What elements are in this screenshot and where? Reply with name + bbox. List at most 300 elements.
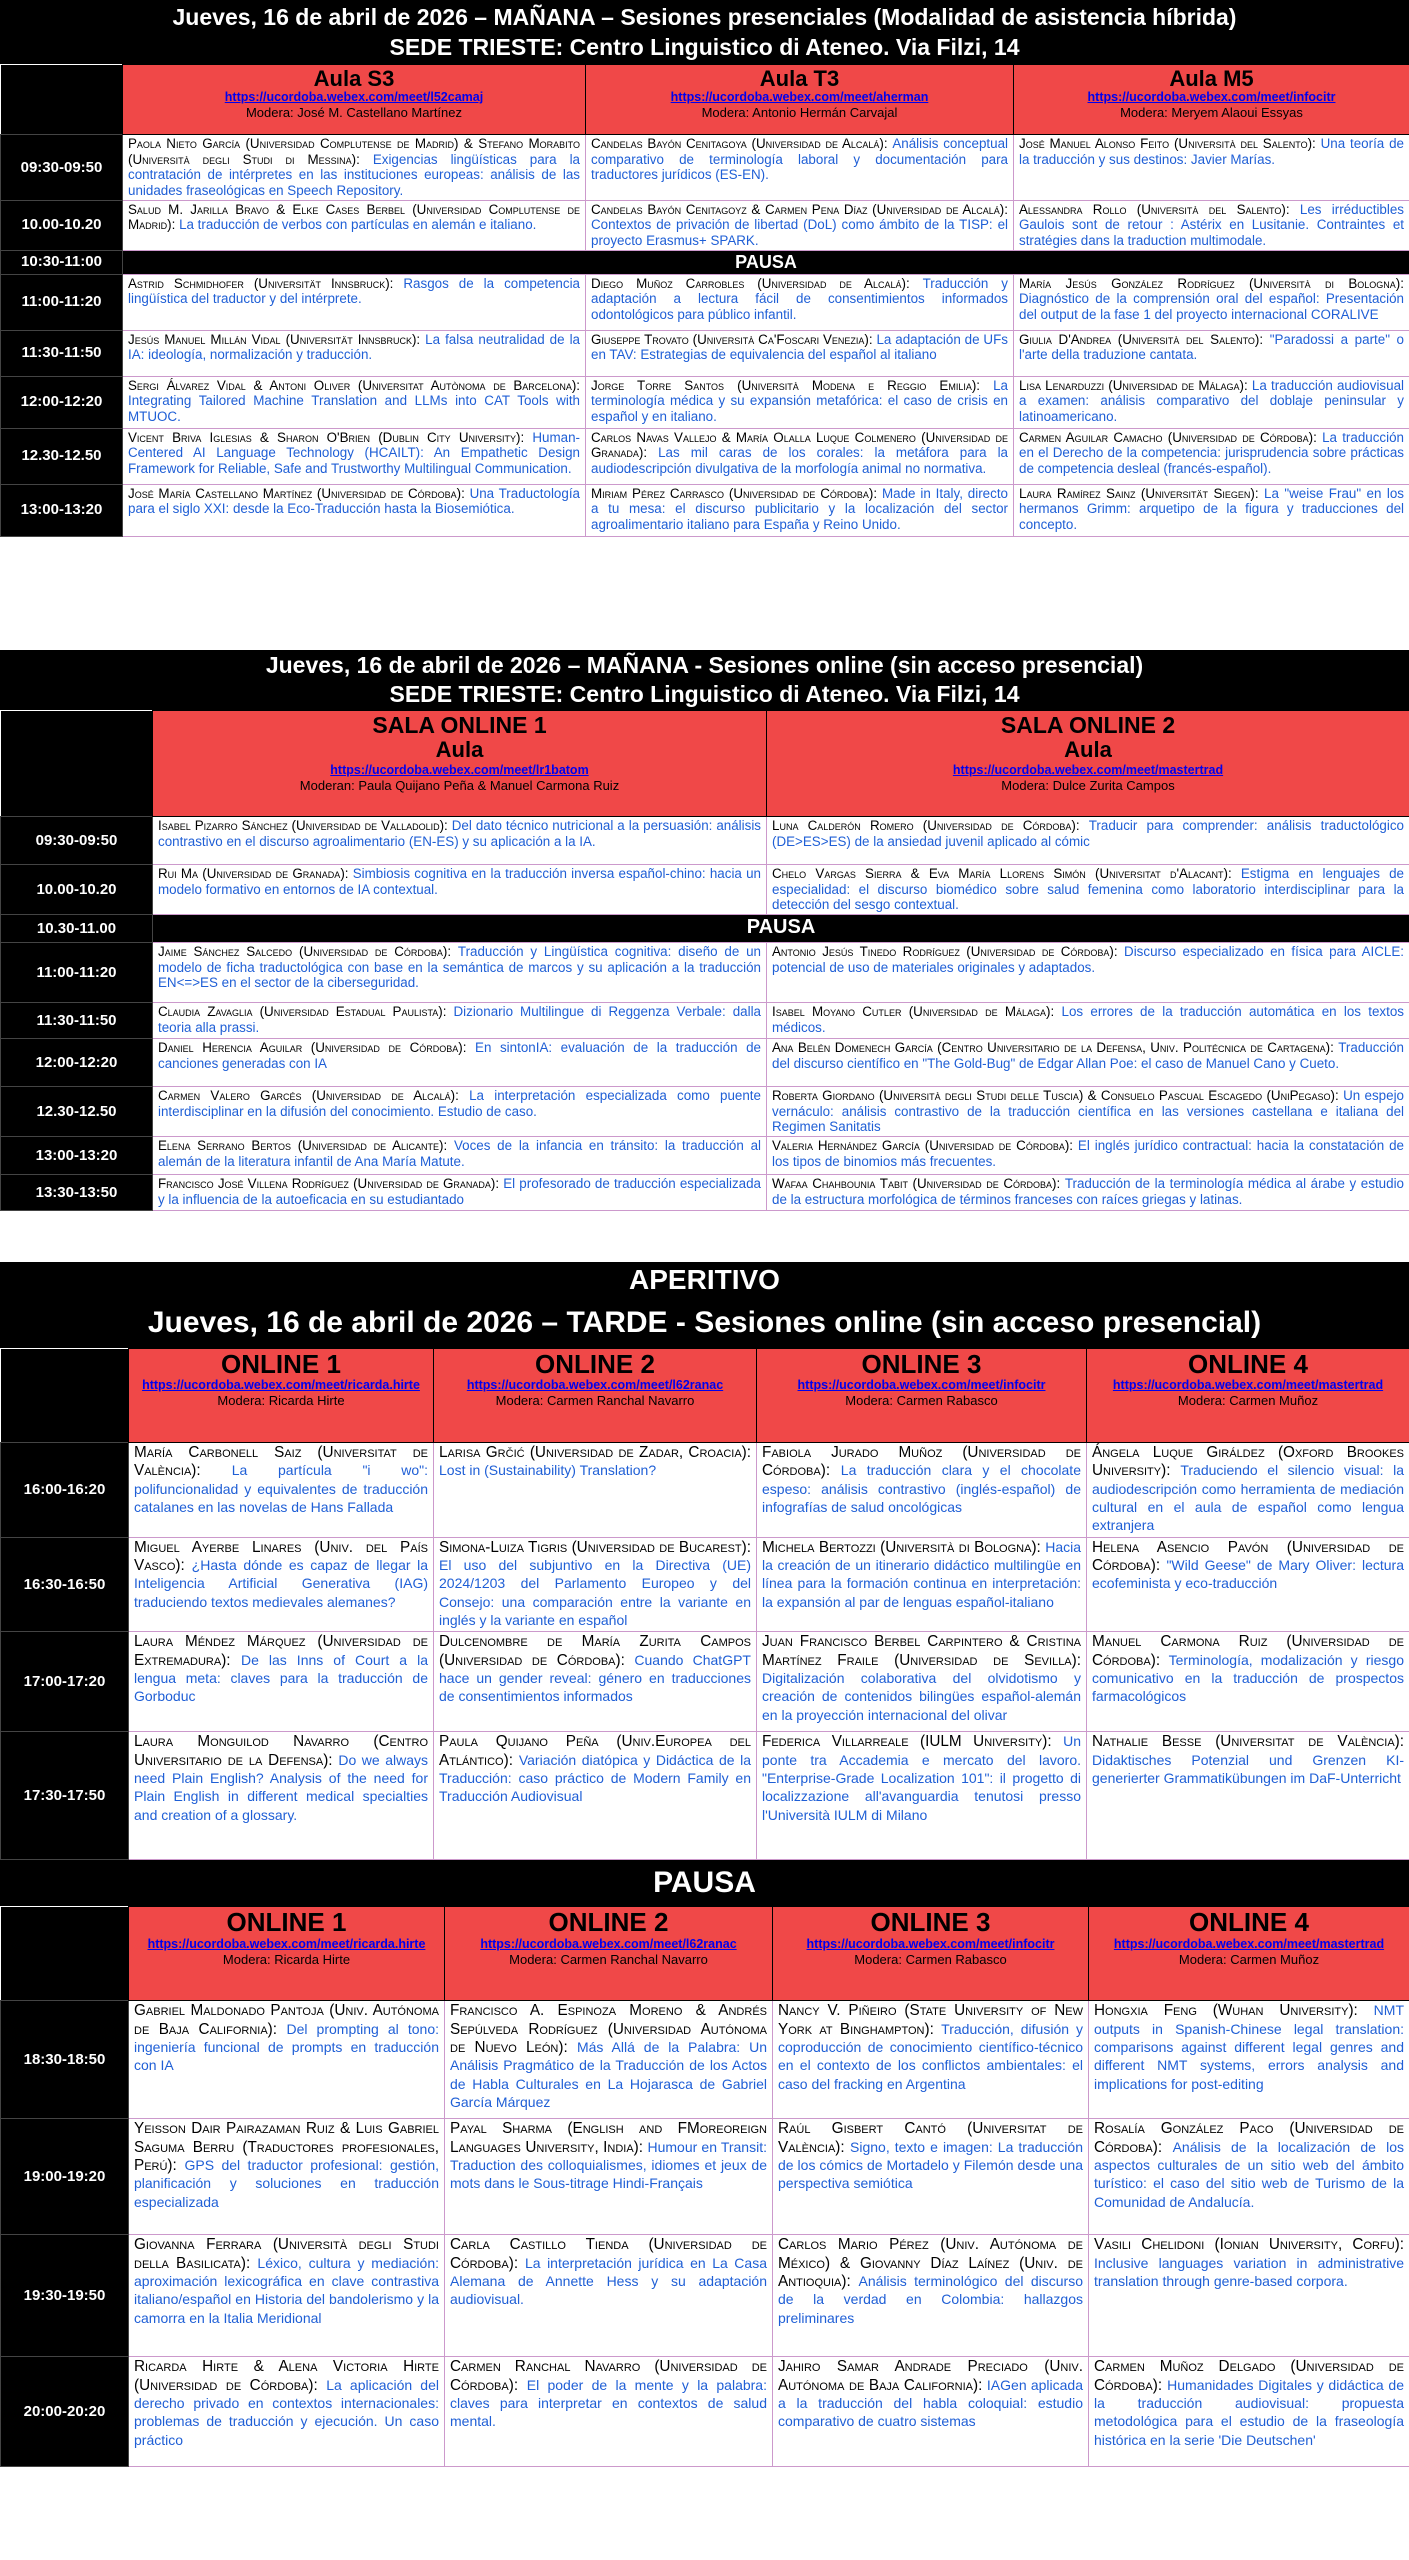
session-row	[1, 1732, 1409, 1860]
session-cell	[153, 1003, 767, 1039]
session-title: Un ponte tra Accademia e mercato del lavoro. "Enterprise-Grade Localization 101": il progetto di localizzazione all'avanguardia tenutosi presso l'Università IULM di Milano	[762, 1733, 1081, 1823]
room-name: SALA ONLINE 2	[1000, 712, 1176, 738]
session-authors: Carmen Muñoz Delgado (Universidad de Córdoba):	[1094, 2358, 1404, 2394]
session-cell	[767, 1039, 1409, 1087]
session-authors: Salud M. Jarilla Bravo & Elke Cases Berbel (Universidad Complutense de Madrid):	[128, 201, 580, 233]
section-title: Jueves, 16 de abril de 2026 – MAÑANA - Sesiones online (sin acceso presencial)	[265, 652, 1144, 678]
session-cell	[586, 376, 1014, 428]
session-authors: Rui Ma (Universidad de Granada):	[158, 866, 353, 881]
session-cell	[773, 2001, 1089, 2119]
session-cell	[129, 1632, 434, 1732]
session-row	[1, 2119, 1409, 2235]
time-slot: 19:00-19:20	[1, 2119, 129, 2235]
session-cell	[1087, 1632, 1409, 1732]
room-link[interactable]: https://ucordoba.webex.com/meet/mastertrad	[1112, 1378, 1384, 1393]
session-row	[1, 274, 1409, 330]
session-title: Léxico, cultura y mediación: aproximación lexicográfica en clave contrastiva italiano/español en Historia del bandolerismo y la camorra en la Italia Meridional	[134, 2254, 439, 2326]
section-venue: SEDE TRIESTE: Centro Linguistico di Ateneo. Via Filzi, 14	[389, 34, 1020, 60]
header-corner	[1, 65, 123, 135]
time-slot: 09:30-09:50	[1, 135, 123, 201]
time-slot: 10.00-10.20	[1, 865, 153, 915]
session-authors: Rosalía González Paco (Universidad de Córdoba):	[1094, 2120, 1404, 2156]
session-authors: Carla Castillo Tienda (Universidad de Córdoba):	[450, 2236, 767, 2272]
room-moderator: Modera: Carmen Ranchal Navarro	[495, 1393, 695, 1409]
room-sub: Aula	[1064, 737, 1112, 763]
session-cell	[434, 1443, 757, 1538]
session-title: Inclusive languages variation in administrative translation through genre-based corpora.	[1094, 2254, 1404, 2290]
session-title: Traducción y adaptación a lectura fácil de consentimientos informados odontológicos para público infantil.	[591, 275, 1008, 323]
time-slot: 19:30-19:50	[1, 2235, 129, 2357]
time-slot: 10.30-11.00	[1, 915, 153, 943]
session-cell	[153, 865, 767, 915]
session-cell	[586, 135, 1014, 201]
session-title: Digitalización colaborativa del olvidotismo y creación de contenidos bilingües español-alemán en la proyección internacional del olivar	[762, 1670, 1081, 1723]
session-cell	[1014, 200, 1409, 250]
room-link[interactable]: https://ucordoba.webex.com/meet/l62ranac	[480, 1936, 737, 1951]
session-authors: Paola Nieto García (Universidad Complutense de Madrid) & Stefano Morabito (Università degli Studi di Messina):	[128, 136, 580, 167]
session-authors: Payal Sharma (English and FMoreoreign Languages University, India):	[450, 2120, 767, 2156]
session-title: Simbiosis cognitiva en la traducción inversa español-chino: hacia un modelo formativo en entornos de IA contextual.	[158, 866, 761, 897]
session-cell	[123, 274, 586, 330]
session-title: Diagnóstico de la comprensión oral del español: Presentación del output de la fase 1 del proyecto internacional CORALIVE	[1019, 291, 1404, 323]
session-authors: Gabriel Maldonado Pantoja (Univ. Autónoma de Baja California):	[134, 2002, 439, 2038]
session-authors: Dulcenombre de María Zurita Campos (Universidad de Córdoba):	[439, 1633, 751, 1669]
session-authors: Nancy V. Piñeiro (State University of New York at Binghampton):	[778, 2002, 1083, 2038]
room-name: ONLINE 2	[535, 1349, 655, 1379]
session-authors: Daniel Herencia Aguilar (Universidad de Córdoba):	[158, 1040, 476, 1056]
session-title: La falsa neutralidad de la IA: ideología, normalización y traducción.	[128, 331, 581, 363]
session-cell	[767, 1175, 1409, 1211]
time-slot: 16:30-16:50	[1, 1537, 129, 1632]
time-slot: 18:30-18:50	[1, 2001, 129, 2119]
session-authors: Laura Méndez Márquez (Universidad de Extremadura):	[134, 1633, 428, 1669]
session-title: Didaktisches Potenzial und Grenzen KI-generierter Grammatikübungen im DaF-Unterricht	[1092, 1751, 1404, 1787]
session-cell	[586, 428, 1014, 484]
session-cell	[445, 2357, 773, 2467]
pausa-label: PAUSA	[653, 1866, 756, 1900]
session-cell	[586, 330, 1014, 376]
session-cell	[153, 1087, 767, 1137]
session-cell	[129, 2119, 445, 2235]
session-authors: Astrid Schmidhofer (Universität Innsbruck):	[128, 275, 404, 291]
session-authors: Claudia Zavaglia (Universidad Estadual Paulista):	[158, 1004, 454, 1020]
session-row	[1, 376, 1409, 428]
session-title: Estigma en lenguajes de especialidad: el discurso biomédico sobre salud femenina como laboratorio interdisciplinar para la detección del sesgo contextual.	[772, 866, 1404, 913]
room-moderator: Modera: Carmen Rabasco	[845, 1393, 998, 1409]
session-title: Análisis de la localización de los aspectos culturales de un sitio web del ámbito turístico: el caso del sitio web de Turismo de la Comunidad de Andalucía.	[1094, 2138, 1404, 2210]
session-authors: Candelas Bayón Cenitagoya (Universidad de Alcalá):	[591, 136, 893, 151]
session-row	[1, 1137, 1409, 1175]
time-slot: 13:00-13:20	[1, 484, 123, 536]
session-title: Traducir para comprender: análisis traductológico (DE>ES>ES) de la ansiedad juvenil aplicado al cómic	[772, 818, 1404, 849]
session-cell	[1014, 135, 1409, 201]
room-header-aula-m5	[1014, 65, 1409, 135]
section-title: Jueves, 16 de abril de 2026 – MAÑANA – Sesiones presenciales (Modalidad de asistencia híbrida)	[172, 4, 1237, 30]
session-authors: Ricarda Hirte & Alena Victoria Hirte (Universidad de Córdoba):	[134, 2358, 439, 2394]
session-authors: Francisco A. Espinoza Moreno & Andrés Sepúlveda Rodríguez (Universidad Autónoma de Nuevo León):	[450, 2002, 767, 2057]
session-authors: Fabiola Jurado Muñoz (Universidad de Córdoba):	[762, 1444, 1081, 1480]
room-link[interactable]: https://ucordoba.webex.com/meet/mastertrad	[952, 762, 1224, 777]
session-row	[1, 1632, 1409, 1732]
session-row	[1, 943, 1409, 1003]
session-cell	[123, 484, 586, 536]
time-slot: 10.00-10.20	[1, 200, 123, 250]
room-name: Aula S3	[313, 66, 395, 91]
session-cell	[1087, 1537, 1409, 1632]
room-link[interactable]: https://ucordoba.webex.com/meet/l52camaj	[224, 90, 484, 105]
session-cell	[123, 200, 586, 250]
session-authors: Isabel Moyano Cutler (Universidad de Málaga):	[772, 1004, 1062, 1020]
session-cell	[153, 817, 767, 865]
time-slot: 13:30-13:50	[1, 1175, 153, 1211]
morning-presencial-table	[0, 64, 1409, 537]
session-authors: Larisa Grčić (Universidad de Zadar, Croacia):	[439, 1444, 751, 1461]
session-cell	[123, 428, 586, 484]
room-moderator: Modera: Ricarda Hirte	[217, 1393, 345, 1409]
session-authors: Hongxia Feng (Wuhan University):	[1094, 2002, 1374, 2020]
afternoon-table-1	[0, 1348, 1409, 1860]
pausa-band	[0, 1860, 1409, 1906]
room-link[interactable]: https://ucordoba.webex.com/meet/infocitr	[1087, 90, 1336, 105]
session-authors: Antonio Jesús Tinedo Rodríguez (Universidad de Córdoba):	[772, 944, 1125, 960]
room-header-row	[1, 1907, 1409, 2001]
room-moderator: Modera: José M. Castellano Martínez	[245, 105, 463, 121]
room-name: ONLINE 2	[548, 1907, 669, 1938]
session-cell	[153, 1039, 767, 1087]
session-cell	[445, 2119, 773, 2235]
time-slot: 11:30-11:50	[1, 1003, 153, 1039]
room-name: Aula T3	[759, 66, 840, 91]
session-authors: Carmen Aguilar Camacho (Universidad de Córdoba):	[1019, 429, 1323, 445]
section-venue: SEDE TRIESTE: Centro Linguistico di Ateneo. Via Filzi, 14	[389, 681, 1020, 707]
room-link[interactable]: https://ucordoba.webex.com/meet/aherman	[670, 90, 929, 105]
time-slot: 17:30-17:50	[1, 1732, 129, 1860]
session-authors: Carmen Ranchal Navarro (Universidad de Córdoba):	[450, 2358, 767, 2394]
session-cell	[767, 943, 1409, 1003]
session-row	[1, 1537, 1409, 1632]
session-authors: Laura Ramírez Sainz (Universität Siegen):	[1019, 485, 1265, 501]
room-header-row	[1, 1349, 1409, 1443]
session-title: NMT outputs in Spanish-Chinese legal translation: comparisons against different legal genres and different NMT systems, errors analysis and implications for post-editing	[1094, 2002, 1404, 2092]
session-title: Exigencias lingüísticas para la contratación de intérpretes en las instituciones europeas: análisis de las unidades fraseológicas en Speech Repository.	[128, 151, 580, 199]
session-title: Contextos de privación de libertad (DoL) como ámbito de la TISP: el proyecto Erasmus+ SPARK.	[591, 217, 1008, 249]
session-authors: Lisa Lenarduzzi (Universidad de Málaga):	[1019, 377, 1252, 393]
room-header-sala-online-2	[767, 711, 1409, 817]
session-title: Signo, texto e imagen: La traducción de los cómics de Mortadelo y Filemón desde una perspectiva semiótica	[778, 2138, 1083, 2192]
room-name: ONLINE 4	[1188, 1349, 1308, 1379]
session-cell	[153, 1175, 767, 1211]
session-authors: Giuseppe Trovato (Università Ca'Foscari Venezia):	[591, 331, 877, 347]
session-cell	[767, 865, 1409, 915]
session-cell	[1089, 2001, 1409, 2119]
session-authors: José María Castellano Martínez (Universidad de Córdoba):	[128, 485, 470, 501]
session-title: Humanidades Digitales y didáctica de la traducción audiovisual: propuesta metodológica para el estudio de la fraseología histórica en la serie 'Die Deutschen'	[1094, 2376, 1404, 2448]
session-row	[1, 135, 1409, 201]
aperitivo-label: APERITIVO	[629, 1264, 780, 1295]
session-cell	[129, 1537, 434, 1632]
session-cell	[757, 1537, 1087, 1632]
morning-online-section	[0, 650, 1409, 1260]
session-title: IAGen aplicada a la traducción del habla coloquial: estudio comparativo de cuatro sistemas	[778, 2376, 1083, 2430]
room-moderator: Modera: Antonio Hermán Carvajal	[701, 105, 898, 121]
room-link[interactable]: https://ucordoba.webex.com/meet/l62ranac	[466, 1378, 724, 1393]
room-moderator: Modera: Carmen Muñoz	[1177, 1393, 1319, 1409]
room-header-aula-s3	[123, 65, 586, 135]
session-title: ¿Hasta dónde es capaz de llegar la Inteligencia Artificial Generativa (IAG) traduciendo textos medievales alemanes?	[134, 1557, 428, 1610]
session-title: Rasgos de la competencia lingüística del traductor y del intérprete.	[128, 275, 580, 307]
session-title: El uso del subjuntivo en la Directiva (UE) 2024/1203 del Parlamento Europeo y del Consejo: una comparación entre la variante en inglés y la variante en español	[439, 1557, 751, 1629]
session-title: Voces de la infancia en tránsito: la traducción al alemán de la literatura infantil de Ana María Matute.	[158, 1138, 761, 1169]
room-sub: Aula	[435, 737, 484, 763]
session-authors: Giulia D'Andrea (Università del Salento):	[1019, 331, 1270, 347]
session-row	[1, 817, 1409, 865]
room-header-aula-t3	[586, 65, 1014, 135]
session-authors: Wafaa Chahbounia Tabit (Universidad de Córdoba):	[772, 1176, 1065, 1192]
session-cell	[767, 1087, 1409, 1137]
pausa-row	[1, 915, 1409, 943]
session-authors: Jahiro Samar Andrade Preciado (Univ. Autónoma de Baja California):	[778, 2358, 1083, 2394]
session-cell	[434, 1732, 757, 1860]
session-title: Les irréductibles Gaulois sont de retour : Astérix en Lusitanie. Contraintes et stratégies dans la traduction multimodale.	[1019, 201, 1404, 249]
pausa-label: PAUSA	[153, 915, 1409, 943]
session-cell	[445, 2235, 773, 2357]
session-authors: Sergi Álvarez Vidal & Antoni Oliver (Universitat Autònoma de Barcelona):	[128, 377, 580, 393]
session-title: Análisis conceptual comparativo de terminología laboral y documentación para traductores jurídicos (ES-EN).	[591, 136, 1008, 183]
room-header-online-3	[757, 1349, 1087, 1443]
session-title: Do we always need Plain English? Analysis of the need for Plain English in different medical specialties and creation of a glossary.	[134, 1751, 428, 1823]
room-name: SALA ONLINE 1	[372, 712, 547, 738]
session-title: La partícula "i wo": polifuncionalidad y equivalentes de traducción catalanes en las novelas de Hans Fallada	[134, 1462, 428, 1516]
session-cell	[1089, 2119, 1409, 2235]
room-name: ONLINE 4	[1189, 1907, 1309, 1938]
session-cell	[1014, 330, 1409, 376]
session-authors: Simona-Luiza Tigris (Universidad de Bucarest):	[439, 1538, 751, 1556]
room-header-online-2	[445, 1907, 773, 2001]
session-title: La traducción audiovisual a examen: análisis comparativo del doblaje peninsular y latinoamericano.	[1019, 377, 1404, 425]
session-row	[1, 865, 1409, 915]
room-name: ONLINE 1	[226, 1907, 347, 1938]
room-link[interactable]: https://ucordoba.webex.com/meet/lr1batom	[330, 762, 589, 777]
session-cell	[1089, 2357, 1409, 2467]
session-authors: Jesús Manuel Millán Vidal (Universität Innsbruck):	[128, 331, 426, 347]
session-cell	[757, 1443, 1087, 1538]
session-title: Un espejo vernáculo: análisis contrastivo de la traducción científica en las versiones castellana e italiana del Regimen Sanitatis	[772, 1088, 1404, 1135]
session-cell	[129, 1732, 434, 1860]
session-title: Del dato técnico nutricional a la persuasión: análisis contrastivo en el discurso agroalimentario (EN-ES) y su aplicación a la IA.	[158, 818, 761, 849]
session-authors: Carmen Valero Garcés (Universidad de Alcalá):	[158, 1088, 470, 1104]
session-authors: Luna Calderón Romero (Universidad de Córdoba):	[772, 818, 1089, 833]
session-title: En sintonIA: evaluación de la traducción de canciones generadas con IA	[158, 1040, 761, 1071]
session-title: Traducción y Lingüística cognitiva: diseño de un modelo de ficha traductológica con base en la semántica de marcos y su aplicación a la traducción EN<=>ES en el sector de la ciberseguridad.	[158, 944, 761, 991]
header-corner	[1, 711, 153, 817]
session-title: Traducción, difusión y coproducción de conocimiento científico-técnico en el contexto de los conflictos ambientales: el caso del fracking en Argentina	[778, 2020, 1083, 2092]
session-authors: Manuel Carmona Ruiz (Universidad de Córdoba):	[1092, 1633, 1404, 1669]
session-title: Traducción de la terminología médica al árabe y estudio de la estructura morfológica de términos franceses con raíces griegas y latinas.	[772, 1176, 1404, 1207]
session-cell	[773, 2235, 1089, 2357]
room-header-online-4	[1087, 1349, 1409, 1443]
session-title: La traducción de verbos con partículas en alemán e italiano.	[179, 217, 537, 233]
session-title: Una Traductología para el siglo XXI: desde la Eco-Traducción hasta la Biosemiótica.	[128, 485, 580, 517]
session-cell	[1089, 2235, 1409, 2357]
room-header-row	[1, 711, 1409, 817]
session-cell	[586, 274, 1014, 330]
time-slot: 11:00-11:20	[1, 274, 123, 330]
room-moderator: Moderan: Paula Quijano Peña & Manuel Carmona Ruiz	[299, 777, 620, 793]
room-header-online-1	[129, 1907, 445, 2001]
session-row	[1, 428, 1409, 484]
time-slot: 17:00-17:20	[1, 1632, 129, 1732]
session-cell	[123, 135, 586, 201]
pausa-label: PAUSA	[123, 250, 1409, 274]
session-title: Del prompting al tono: ingeniería funcional de prompts en traducción con IA	[134, 2020, 439, 2074]
session-cell	[757, 1632, 1087, 1732]
session-title: La terminología médica y su expansión metafórica: el caso de crisis en español y en italiano.	[591, 377, 1008, 425]
room-link[interactable]: https://ucordoba.webex.com/meet/ricarda.hirte	[142, 1378, 420, 1393]
session-title: El poder de la mente y la palabra: claves para interpretar en contextos de salud mental.	[450, 2376, 767, 2430]
time-slot: 12.30-12.50	[1, 428, 123, 484]
session-authors: Helena Asencio Pavón (Universidad de Córdoba):	[1092, 1538, 1404, 1575]
room-moderator: Modera: Dulce Zurita Campos	[1001, 777, 1175, 793]
session-authors: Miguel Ayerbe Linares (Univ. del País Vasco):	[134, 1538, 428, 1575]
room-name: Aula M5	[1169, 66, 1254, 91]
session-title: Lost in (Sustainability) Translation?	[439, 1462, 657, 1479]
session-authors: Michela Bertozzi (Università di Bologna):	[762, 1538, 1046, 1556]
session-title: "Wild Geese" de Mary Oliver: lectura ecofeminista y eco-traducción	[1092, 1557, 1404, 1592]
room-link[interactable]: https://ucordoba.webex.com/meet/ricarda.hirte	[147, 1936, 426, 1951]
session-title: Hacia la creación de un itinerario didáctico multilingüe en línea para la formación continua en interpretación: la expansión al par de lenguas español-italiano	[762, 1538, 1081, 1610]
session-authors: Candelas Bayón Cenitagoyz & Carmen Pena Díaz (Universidad de Alcalá):	[591, 201, 1008, 217]
session-title: La aplicación del derecho privado en contextos internacionales: problemas de traducción y ejecución. Un caso práctico	[134, 2376, 439, 2448]
room-header-online-1	[129, 1349, 434, 1443]
session-authors: Elena Serrano Bertos (Universidad de Alicante):	[158, 1138, 454, 1154]
session-title: La interpretación especializada como puente interdisciplinar en la difusión del conocimiento. Estudio de caso.	[158, 1088, 761, 1119]
pausa-row	[1, 250, 1409, 274]
time-slot: 12:00-12:20	[1, 1039, 153, 1087]
session-authors: Juan Francisco Berbel Carpintero & Cristina Martínez Fraile (Universidad de Sevilla):	[762, 1633, 1081, 1669]
session-cell	[586, 484, 1014, 536]
session-row	[1, 1175, 1409, 1211]
session-authors: Yeisson Dair Pairazaman Ruiz & Luis Gabriel Saguma Berru (Traductores profesionales, Perú):	[134, 2120, 439, 2175]
room-moderator: Modera: Carmen Rabasco	[854, 1951, 1007, 1967]
room-moderator: Modera: Ricarda Hirte	[222, 1951, 351, 1967]
session-cell	[153, 943, 767, 1003]
session-title: Traduciendo el silencio visual: la audiodescripción como herramienta de mediación cultural en el aula de español como lengua extranjera	[1092, 1462, 1404, 1534]
session-title: Más Allá de la Palabra: Un Análisis Pragmático de la Traducción de los Actos de Habla Culturales en La Hojarasca de Gabriel García Márquez	[450, 2039, 767, 2111]
room-link[interactable]: https://ucordoba.webex.com/meet/mastertrad	[1113, 1936, 1385, 1951]
time-slot: 12:00-12:20	[1, 376, 123, 428]
session-authors: Carlos Mario Pérez (Univ. Autónoma de México) & Giovanny Díaz Laínez (Univ. de Antioquia):	[778, 2236, 1083, 2291]
time-slot: 12.30-12.50	[1, 1087, 153, 1137]
time-slot: 11:00-11:20	[1, 943, 153, 1003]
time-slot: 10:30-11:00	[1, 250, 123, 274]
session-cell	[1014, 484, 1409, 536]
session-row	[1, 1443, 1409, 1538]
session-cell	[123, 330, 586, 376]
room-header-online-3	[773, 1907, 1089, 2001]
session-title: La traducción en el Derecho de la competencia: jurisprudencia sobre prácticas de competencia desleal (francés-español).	[1019, 429, 1404, 477]
session-authors: Francisco José Villena Rodríguez (Universidad de Granada):	[158, 1176, 504, 1192]
session-cell	[434, 1537, 757, 1632]
session-title: Las mil caras de los corales: la metáfora para la audiodescripción divulgativa de la morfología animal no normativa.	[591, 445, 1008, 477]
room-name: ONLINE 3	[861, 1349, 982, 1379]
session-authors: Isabel Pizarro Sánchez (Universidad de Valladolid):	[158, 818, 452, 833]
session-title: Dizionario Multilingue di Reggenza Verbale: dalla teoria alla prassi.	[158, 1004, 761, 1035]
session-cell	[586, 200, 1014, 250]
session-row	[1, 330, 1409, 376]
session-authors: Chelo Vargas Sierra & Eva María Llorens Simón (Universitat d'Alacant):	[772, 866, 1241, 881]
session-cell	[767, 817, 1409, 865]
session-title: La adaptación de UFs en TAV: Estrategias de equivalencia del español al italiano	[591, 331, 1008, 363]
time-slot: 13:00-13:20	[1, 1137, 153, 1175]
session-cell	[1087, 1732, 1409, 1860]
session-authors: Nathalie Besse (Universitat de València):	[1092, 1733, 1404, 1751]
session-authors: María Jesús González Rodríguez (Università di Bologna):	[1019, 275, 1404, 291]
session-title: Traducción del discurso científico en "The Gold-Bug" de Edgar Allan Poe: el caso de Manuel Cano y Cueto.	[772, 1040, 1404, 1071]
session-title: El profesorado de traducción especializada y la influencia de la autoeficacia en su estudiantado	[158, 1176, 762, 1207]
time-slot: 16:00-16:20	[1, 1443, 129, 1538]
session-row	[1, 1087, 1409, 1137]
session-row	[1, 2357, 1409, 2467]
session-title: De las Inns of Court a la lengua meta: claves para la traducción de Gorboduc	[134, 1651, 428, 1705]
time-slot: 20:00-20:20	[1, 2357, 129, 2467]
session-title: La traducción clara y el chocolate espeso: análisis contrastivo (inglés-español) de infografías de salud oncológicas	[762, 1462, 1081, 1516]
session-title: Cuando ChatGPT hace un gender reveal: género en traducciones de consentimientos informados	[439, 1651, 751, 1705]
session-title: Análisis terminológico del discurso de la verdad en Colombia: hallazgos preliminares	[778, 2273, 1083, 2326]
session-title: GPS del traductor profesional: gestión, planificación y soluciones en traducción especializada	[134, 2157, 439, 2210]
header-corner	[1, 1349, 129, 1443]
room-moderator: Modera: Carmen Muñoz	[1178, 1951, 1320, 1967]
session-authors: Federica Villarreale (IULM University):	[762, 1733, 1064, 1751]
session-cell	[1014, 274, 1409, 330]
room-header-sala-online-1	[153, 711, 767, 817]
room-header-online-4	[1089, 1907, 1409, 2001]
session-authors: María Carbonell Saiz (Universitat de València):	[134, 1444, 428, 1480]
session-row	[1, 2001, 1409, 2119]
header-corner	[1, 1907, 129, 2001]
session-cell	[129, 2001, 445, 2119]
session-authors: Vasili Chelidoni (Ionian University, Corfu):	[1094, 2236, 1404, 2254]
session-title: Humour en Transit: Traduction des colloquialismes, idiomes et jeux de mots dans le Sous-titrage Hindi-Français	[450, 2138, 767, 2192]
session-authors: Raúl Gisbert Cantó (Universitat de València):	[778, 2120, 1083, 2156]
session-row	[1, 484, 1409, 536]
session-title: Integrating Tailored Machine Translation and LLMs into CAT Tools with MTUOC.	[128, 393, 580, 425]
session-authors: Jaime Sánchez Salcedo (Universidad de Córdoba):	[158, 944, 458, 960]
session-row	[1, 2235, 1409, 2357]
time-slot: 09:30-09:50	[1, 817, 153, 865]
session-title: Human-Centered AI Language Technology (HCAILT): An Empathetic Design Framework for Reliable, Safe and Trustworthy Multilingual Communication.	[128, 429, 580, 477]
session-cell	[1087, 1443, 1409, 1538]
room-link[interactable]: https://ucordoba.webex.com/meet/infocitr	[806, 1936, 1055, 1951]
afternoon-table-2	[0, 1906, 1409, 2467]
session-authors: Laura Monguilod Navarro (Centro Universitario de la Defensa):	[134, 1733, 428, 1769]
morning-presencial-header	[0, 0, 1409, 64]
session-row	[1, 1039, 1409, 1087]
session-cell	[445, 2001, 773, 2119]
session-row	[1, 1003, 1409, 1039]
session-authors: Paula Quijano Peña (Univ.Europea del Atlántico):	[439, 1733, 751, 1769]
time-slot: 11:30-11:50	[1, 330, 123, 376]
room-header-row	[1, 65, 1409, 135]
morning-online-table	[0, 710, 1409, 1211]
room-link[interactable]: https://ucordoba.webex.com/meet/infocitr	[797, 1378, 1046, 1393]
session-authors: Valeria Hernández García (Universidad de Córdoba):	[772, 1138, 1078, 1154]
session-cell	[1014, 376, 1409, 428]
session-title: "Paradossi a parte" o l'arte della traduzione cantata.	[1019, 331, 1404, 363]
section-title: Jueves, 16 de abril de 2026 – TARDE - Sesiones online (sin acceso presencial)	[147, 1306, 1262, 1339]
session-authors: Miriam Pérez Carrasco (Universidad de Córdoba):	[591, 485, 882, 501]
session-title: Made in Italy, directo a tu mesa: el discurso publicitario y la localización del sector agroalimentario italiano para España y Reino Unido.	[591, 485, 1008, 533]
session-title: Los errores de la traducción automática en los textos médicos.	[772, 1004, 1404, 1035]
